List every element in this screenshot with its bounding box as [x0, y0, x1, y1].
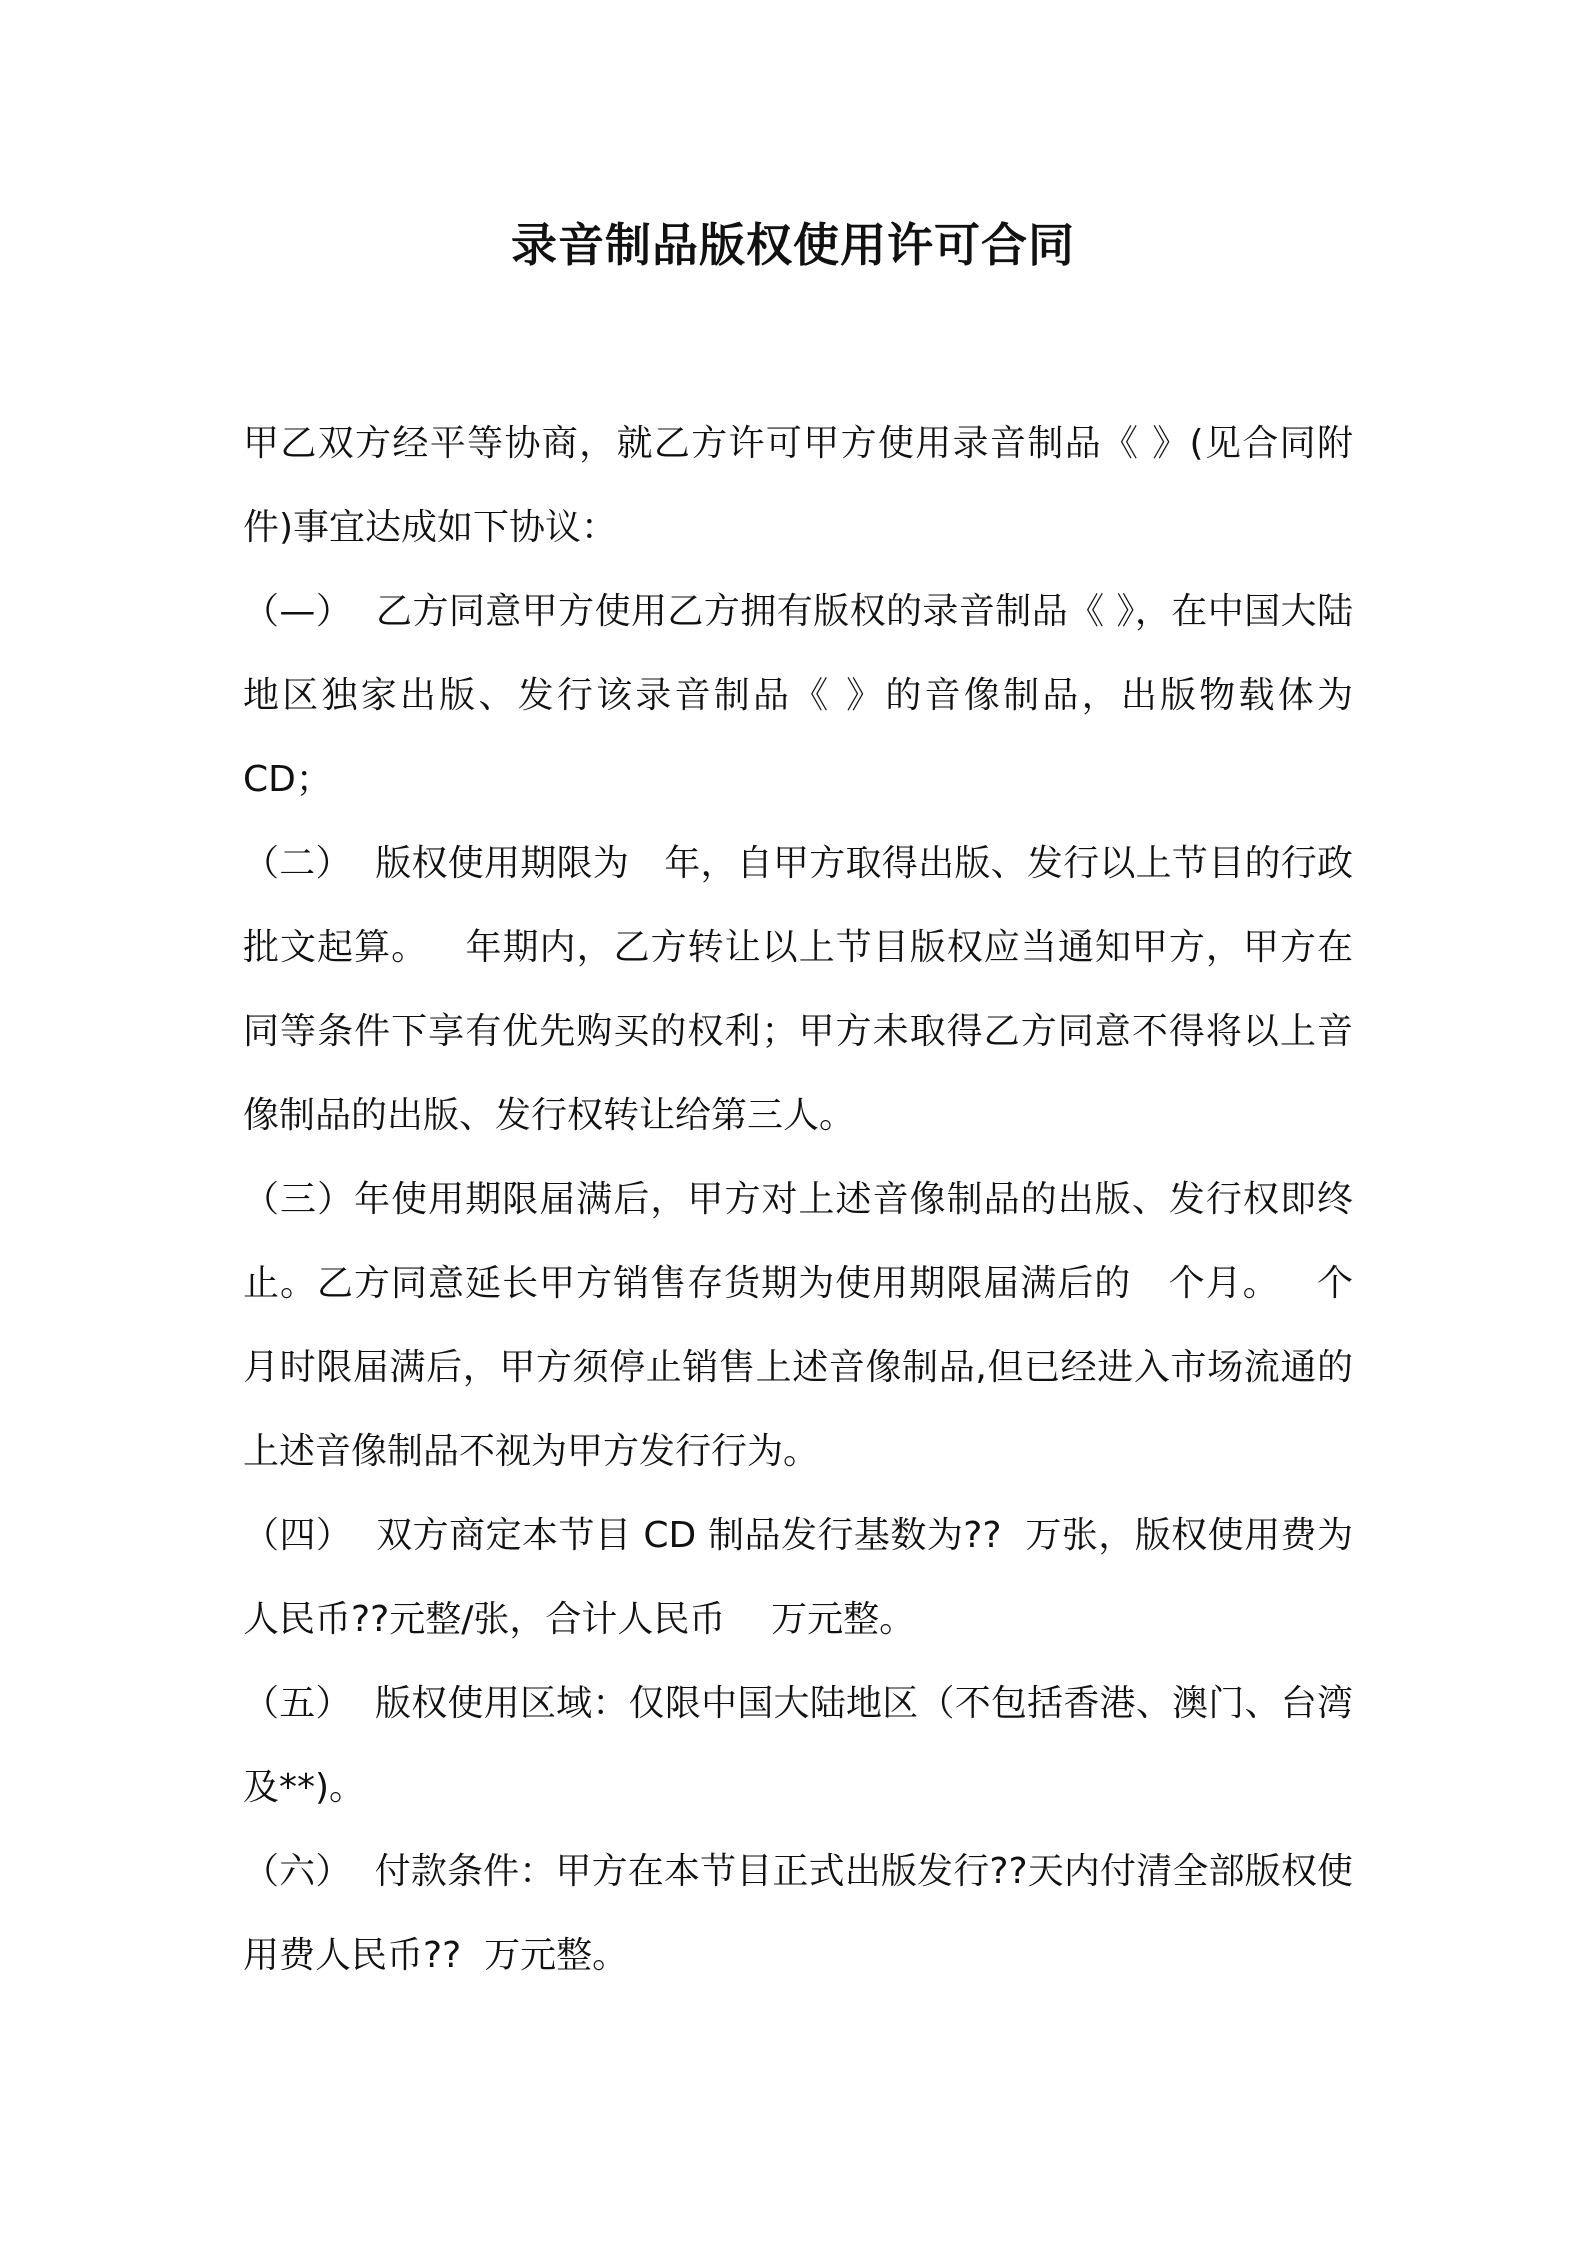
document-title: 录音制品版权使用许可合同 [511, 218, 1075, 272]
paragraph-clause-5: （五） 版权使用区域：仅限中国大陆地区（不包括香港、澳门、台湾及**)。 [243, 1683, 1353, 1808]
paragraph-clause-4: （四） 双方商定本节目 CD 制品发行基数为?? 万张，版权使用费为人民币??元整/张，合计人民币 万元整。 [243, 1515, 1353, 1640]
paragraph-intro: 甲乙双方经平等协商，就乙方许可甲方使用录音制品《 》(见合同附件)事宜达成如下协议： [243, 423, 1353, 548]
paragraph-clause-3: （三）年使用期限届满后，甲方对上述音像制品的出版、发行权即终止。乙方同意延长甲方销售存货期为使用期限届满后的 个月。 个月时限届满后，甲方须停止销售上述音像制品,但已经进入市场流通的上述音像制品不视为甲方发行行为。 [243, 1179, 1353, 1472]
document-body [243, 402, 1365, 1998]
paragraph-clause-2: （二） 版权使用期限为 年，自甲方取得出版、发行以上节目的行政批文起算。 年期内，乙方转让以上节目版权应当通知甲方，甲方在同等条件下享有优先购买的权利；甲方未取得乙方同意不得将以上音像制品的出版、发行权转让给第三人。 [243, 843, 1353, 1136]
paragraph-clause-6: （六） 付款条件：甲方在本节目正式出版发行??天内付清全部版权使用费人民币?? 万元整。 [243, 1851, 1353, 1976]
paragraph-clause-1: （—） 乙方同意甲方使用乙方拥有版权的录音制品《 》，在中国大陆地区独家出版、发行该录音制品《 》的音像制品，出版物载体为 CD； [243, 591, 1365, 800]
